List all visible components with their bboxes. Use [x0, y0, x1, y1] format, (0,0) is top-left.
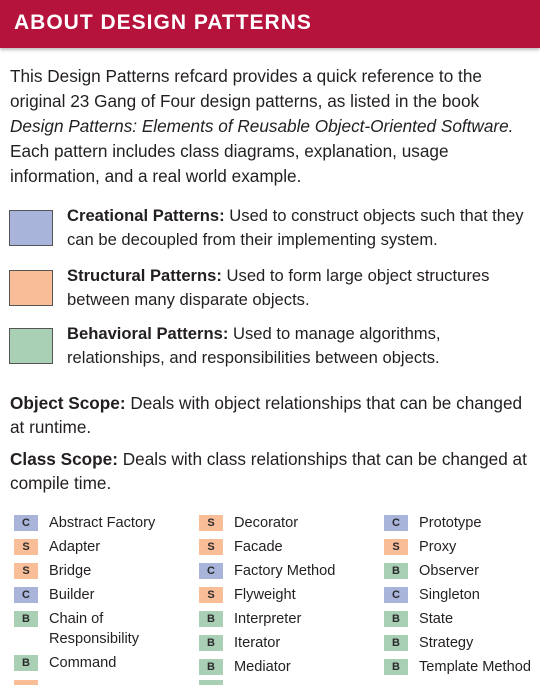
pattern-name: Observer [419, 563, 480, 579]
pattern-type-badge: C [14, 515, 38, 531]
behavioral-label: Behavioral Patterns: [67, 324, 229, 343]
behavioral-text: Used to manage algorithms, relationships, and responsibilities between objects. [67, 324, 441, 367]
pattern-name: Interpreter [234, 611, 302, 627]
pattern-name: Iterator [234, 635, 281, 651]
category-creational [9, 208, 539, 260]
intro-paragraph [10, 64, 535, 189]
pattern-name: Abstract Factory [49, 515, 156, 531]
book-title: Design Patterns: Elements of Reusable Object-Oriented Software. [10, 116, 514, 136]
partial-badge-cut-off [14, 680, 38, 685]
pattern-name: Flyweight [234, 587, 296, 603]
object-scope-text: Deals with object relationships that can be changed at runtime. [10, 393, 523, 437]
structural-text: Used to form large object structures between many disparate objects. [67, 266, 490, 309]
pattern-name: Proxy [419, 539, 457, 555]
category-structural [9, 268, 539, 320]
section-title: ABOUT DESIGN PATTERNS [14, 11, 312, 34]
pattern-type-badge: S [199, 539, 223, 555]
section-header-banner [0, 0, 540, 48]
creational-label: Creational Patterns: [67, 206, 225, 225]
pattern-name: Bridge [49, 563, 92, 579]
pattern-type-badge: S [14, 563, 38, 579]
pattern-name: Factory Method [234, 563, 336, 579]
class-scope [10, 447, 535, 495]
pattern-name: Decorator [234, 515, 299, 531]
pattern-type-badge: S [199, 587, 223, 603]
pattern-type-badge: B [199, 659, 223, 675]
intro-text-end: Each pattern includes class diagrams, explanation, usage information, and a real world example. [10, 141, 449, 186]
pattern-name: Chain of Responsibility [49, 611, 140, 647]
pattern-name: Strategy [419, 635, 474, 651]
creational-text: Used to construct objects such that they can be decoupled from their implementing system. [67, 206, 524, 249]
partial-badge-cut-off [199, 680, 223, 685]
pattern-type-badge: B [384, 635, 408, 651]
pattern-name: State [419, 611, 454, 627]
class-scope-label: Class Scope: [10, 449, 118, 469]
pattern-type-badge: B [199, 611, 223, 627]
pattern-name: Mediator [234, 659, 291, 675]
pattern-type-badge: B [14, 655, 38, 671]
pattern-name: Adapter [49, 539, 101, 555]
object-scope-label: Object Scope: [10, 393, 126, 413]
structural-description [67, 264, 539, 312]
pattern-name: Singleton [419, 587, 480, 603]
pattern-type-badge: B [384, 659, 408, 675]
pattern-type-badge: S [14, 539, 38, 555]
pattern-type-badge: C [384, 515, 408, 531]
pattern-name: Prototype [419, 515, 482, 531]
pattern-name: Command [49, 655, 117, 671]
creational-description [67, 204, 539, 252]
pattern-name: Builder [49, 587, 95, 603]
creational-color-swatch [9, 210, 53, 246]
category-behavioral [9, 326, 539, 378]
pattern-name: Facade [234, 539, 283, 555]
object-scope [10, 391, 535, 439]
structural-label: Structural Patterns: [67, 266, 222, 285]
pattern-type-badge: S [384, 539, 408, 555]
pattern-type-badge: C [199, 563, 223, 579]
pattern-type-badge: B [384, 563, 408, 579]
pattern-type-badge: B [384, 611, 408, 627]
behavioral-color-swatch [9, 328, 53, 364]
pattern-name: Template Method [419, 659, 531, 675]
pattern-type-badge: B [14, 611, 38, 627]
behavioral-description [67, 322, 539, 370]
structural-color-swatch [9, 270, 53, 306]
intro-text-start: This Design Patterns refcard provides a quick reference to the original 23 Gang of Four design patterns, as listed in the book [10, 66, 482, 111]
class-scope-text: Deals with class relationships that can be changed at compile time. [10, 449, 527, 493]
pattern-type-badge: S [199, 515, 223, 531]
pattern-type-badge: C [14, 587, 38, 603]
pattern-type-badge: C [384, 587, 408, 603]
pattern-type-badge: B [199, 635, 223, 651]
